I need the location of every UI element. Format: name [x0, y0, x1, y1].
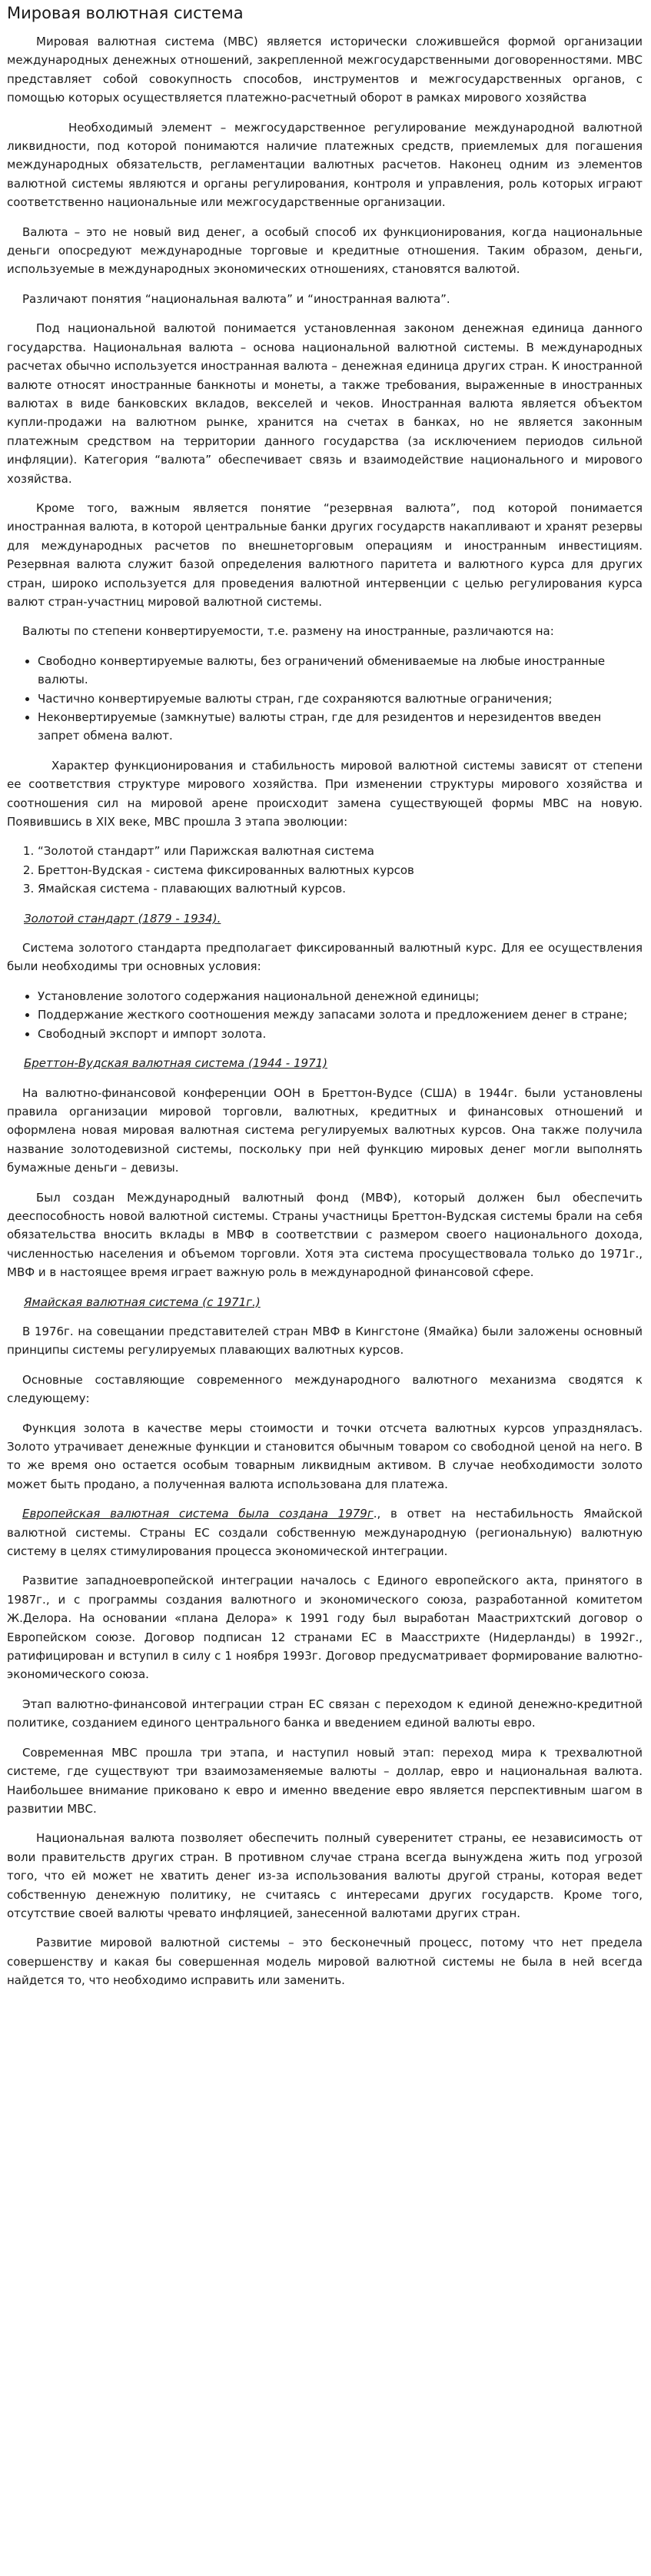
paragraph-convertibility: Валюты по степени конвертируемости, т.е. размену на иностранные, различаются на:: [22, 624, 554, 639]
list-item: • Неконвертируемые (замкнутые) валюты стран, где для резидентов и нерезидентов введен запрет обмена валют.: [38, 708, 643, 746]
paragraph-liquidity: Необходимый элемент – межгосударственное регулирование международной валютной ликвидности, под которой понимаются наличие платежных средств, приемлемых для погашения международных обязательств, регламентации валютных расчетов. Наконец одним из элементов валютной системы являются и органы регулирования, контроля и управления, роль которых играют соответственно национальные или межгосударственные организации.: [7, 120, 643, 210]
list-item: • Установление золотого содержания национальной денежной единицы;: [38, 987, 643, 1005]
list-item: • Частично конвертируемые валюты стран, где сохраняются валютные ограничения;: [38, 690, 643, 708]
paragraph-kingston: В 1976г. на совещании представителей стран МВФ в Кингстоне (Ямайка) были заложены основный принципы системы регулируемых плавающих валютных курсов.: [7, 1324, 643, 1358]
european-system-underlined: Европейская валютная система была создана 1979г: [22, 1507, 374, 1521]
paragraph-bretton-woods-conference: На валютно-финансовой конференции ООН в Бреттон-Вудсе (США) в 1944г. были установлены правила организации мировой торговли, валютных, кредитных и финансовых отношений и оформлена новая мировая валютная система регулируемых валютных курсов. Она также получила название золотодевизной системы, поскольку при ней функцию мировых денег могли выполнять бумажные деньги – девизы.: [7, 1085, 643, 1175]
paragraph-gold-function: Функция золота в качестве меры стоимости и точки отсчета валютных курсов упраздняласъ. Золото утрачивает денежные функции и становится обычным товаром со свободной ценой на него. В то же время оно остается особым товарным ликвидным активом. В случае необходимости золото может быть продано, а полученная валюта использована для платежа.: [7, 1421, 643, 1491]
gold-conditions-list: [7, 987, 643, 1043]
paragraph-modern-mvs: Современная МВС прошла три этапа, и наступил новый этап: переход мира к трехвалютной системе, где существуют три взаимозаменяемые валюты – доллар, евро и национальная валюта. Наибольшее внимание приковано к евро и именно введение евро является перспективным шагом в развитии МВС.: [7, 1745, 643, 1816]
paragraph-evolution: Характер функционирования и стабильность мировой валютной системы зависят от степени ее соответствия структуре мирового хозяйства. При изменении структуры мирового хозяйства и соотношения сил на мировой арене происходит замена существующей формы МВС на новую. Появившись в XIX веке, МВС прошла 3 этапа эволюции:: [7, 758, 643, 829]
paragraph-reserve-currency: Кроме того, важным является понятие “резервная валюта”, под которой понимается иностранная валюта, в которой центральные банки других государств накапливают и хранят резервы для международных расчетов по внешнеторговым операциям и иностранным инвестициям. Резервная валюта служит базой определения валютного паритета и валютного курса для других стран, широко используется для проведения валютной интервенции с целью регулирования курса валют стран-участниц мировой валютной системы.: [7, 500, 643, 609]
stages-list: [7, 842, 643, 898]
list-item: • Свободно конвертируемые валюты, без ограничений обмениваемые на любые иностранные валюты.: [38, 652, 643, 690]
paragraph-eu-integration-stage: Этап валютно-финансовой интеграции стран ЕС связан с переходом к единой денежно-кредитной политике, созданием единого центрального банка и введением единой валюты евро.: [7, 1697, 643, 1730]
paragraph-national-sovereignty: Национальная валюта позволяет обеспечить полный суверенитет страны, ее независимость от воли правительств других стран. В противном случае страна всегда вынуждена жить под угрозой того, что ей может не хватить денег из-за использования валюты другой страны, которая ведет собственную денежную политику, не считаясь с интересами других государств. Кроме того, отсутствие своей валюты чревато инфляцией, занесенной валютами других стран.: [7, 1831, 643, 1920]
paragraph-west-european-integration: Развитие западноевропейской интеграции началось с Единого европейского акта, принятого в 1987г., и с программы создания валютного и экономического союза, разработанной комитетом Ж.Делора. На основании «плана Делора» к 1991 году был выработан Маастрихтский договор о Европейском союзе. Договор подписан 12 странами ЕС в Маасстрихте (Нидерланды) в 1992г., ратифицирован и вступил в силу с 1 ноября 1993г. Договор предусматривает формирование валютно-экономического союза.: [7, 1574, 643, 1682]
section-heading-bretton-woods: Бреттон-Вудская валютная система (1944 - 1971): [24, 1056, 328, 1071]
paragraph-national-currency: Под национальной валютой понимается установленная законом денежная единица данного государства. Национальная валюта – основа национальной валютной системы. В международных расчетах обычно используется иностранная валюта – денежная единица других стран. К иностранной валюте относят иностранные банкноты и монеты, а также требования, выраженные в иностранных валютах в виде банковских вкладов, векселей и чеков. Иностранная валюта является объектом купли-продажи на валютном рынке, хранится на счетах в банках, но не является законным платежным средством на территории данного государства (за исключением периодов сильной инфляции). Категория “валюта” обеспечивает связь и взаимодействие национального и мирового хозяйства.: [7, 321, 643, 486]
paragraph-imf: Был создан Международный валютный фонд (МВФ), который должен был обеспечить дееспособность новой валютной системы. Страны участницы Бреттон-Вудская системы брали на себя обязательства вносить вклады в МВФ в соответствии с размером своего национального дохода, численностью населения и объемом торговли. Хотя эта система просуществовала только до 1971г., МВФ и в настоящее время играет важную роль в международной финансовой сфере.: [7, 1190, 643, 1280]
paragraph-mvs-definition: Мировая валютная система (МВС) является исторически сложившейся формой организации международных денежных отношений, закрепленной межгосударственными договоренностями. МВС представляет собой совокупность способов, инструментов и межгосударственных органов, с помощью которых осуществляется платежно-расчетный оборот в рамках мирового хозяйства: [7, 35, 643, 105]
list-item: 3. Ямайская система - плавающих валютный курсов.: [38, 879, 643, 898]
paragraph-european-system: [7, 1504, 643, 1561]
list-item: • Поддержание жесткого соотношения между запасами золота и предложением денег в стране;: [38, 1005, 643, 1024]
page-title: Мировая волютная система: [7, 4, 244, 22]
paragraph-components: Основные составляющие современного международного валютного механизма сводятся к следующему:: [7, 1372, 643, 1406]
list-item: 1. “Золотой стандарт” или Парижская валютная система: [38, 842, 643, 860]
paragraph-conclusion: Развитие мировой валютной системы – это бесконечный процесс, потому что нет предела совершенству и какая бы совершенная модель мировой валютной системы не была в ней всегда найдется то, что необходимо исправить или заменить.: [7, 1936, 643, 1988]
section-heading-gold-standard: Золотой стандарт (1879 - 1934).: [24, 911, 221, 926]
list-item: • Свободный экспорт и импорт золота.: [38, 1025, 643, 1043]
paragraph-currency-types: Различают понятия “национальная валюта” и “иностранная валюта”.: [22, 291, 450, 306]
paragraph-gold-standard: Система золотого стандарта предполагает фиксированный валютный курс. Для ее осуществления были необходимы три основных условия:: [7, 941, 643, 974]
convertibility-list: [7, 652, 643, 746]
paragraph-currency-definition: Валюта – это не новый вид денег, а особый способ их функционирования, когда национальные деньги опосредуют международные торговые и кредитные отношения. Таким образом, деньги, используемые в международных экономических отношениях, становятся валютой.: [7, 224, 643, 277]
section-heading-jamaican: Ямайская валютная система (с 1971г.): [24, 1295, 261, 1309]
list-item: 2. Бреттон-Вудская - система фиксированных валютных курсов: [38, 861, 643, 879]
european-system-rest: ., в ответ на нестабильность Ямайской валютной системы. Страны ЕС создали собственную международную (региональную) валютную систему в целях стимулирования процесса экономической интеграции.: [7, 1507, 643, 1559]
